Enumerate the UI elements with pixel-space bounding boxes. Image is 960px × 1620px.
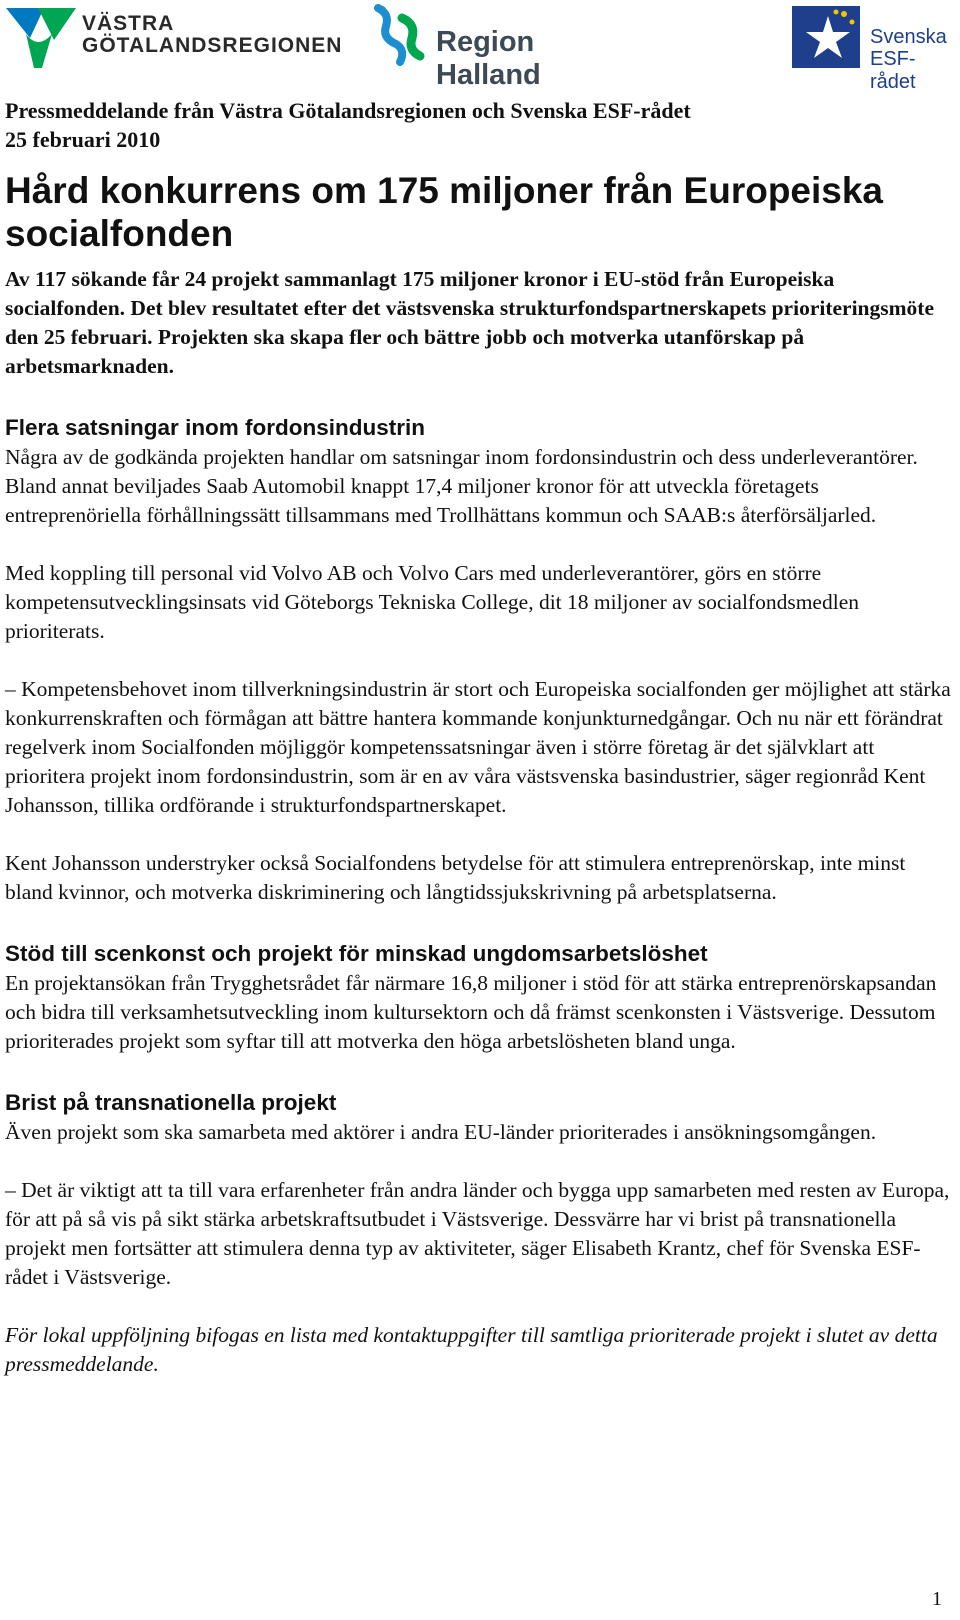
page-number: 1 (932, 1588, 942, 1610)
section-heading: Stöd till scenkonst och projekt för minskad ungdomsarbetslöshet (5, 941, 708, 966)
esf-star-icon (792, 4, 862, 70)
press-date: 25 februari 2010 (5, 127, 161, 152)
lead-paragraph: Av 117 sökande får 24 projekt sammanlagt 175 miljoner kronor i EU-stöd från Europeiska socialfonden. Det blev resultatet efter det västsvenska strukturfondspartnerskapets prioriteringsmöte den 25 februari. Projekten ska skapa fler och bättre jobb och motverka utanförskap på arbetsmarknaden. (5, 267, 934, 378)
footer-note: För lokal uppföljning bifogas en lista med kontaktuppgifter till samtliga prioriterade projekt i slutet av detta pressmeddelande. (5, 1323, 938, 1376)
section-heading: Flera satsningar inom fordonsindustrin (5, 415, 426, 440)
press-release-body (5, 96, 957, 1379)
esf-logo-line2: ESF-rådet (870, 48, 916, 93)
vgr-emblem-icon (4, 4, 78, 70)
body-paragraph: Med koppling till personal vid Volvo AB och Volvo Cars med underleverantörer, görs en större kompetensutvecklingsinsats vid Göteborgs Tekniska College, dit 18 miljoner av socialfondsmedlen prioriterats. (5, 561, 859, 643)
region-halland-logo (372, 4, 642, 91)
quote-paragraph: – Kompetensbehovet inom tillverkningsindustrin är stort och Europeiska socialfonden ger möjlighet att stärka konkurrenskraften och förmågan att bättre hantera kommande konjunkturnedgångar. Och nu när ett förändrat regelverk inom Socialfonden möjliggör kompetenssatsningar även i större företag är det självklart att prioritera projekt inom fordonsindustrin, som är en av våra västsvenska basindustrier, säger regionråd Kent Johansson, tillika ordförande i strukturfondspartnerskapet. (5, 677, 951, 817)
esf-logo (792, 4, 960, 93)
body-paragraph: Kent Johansson understryker också Socialfondens betydelse för att stimulera entreprenörskap, inte minst bland kvinnor, och motverka diskriminering och långtidssjukskrivning på arbetsplatserna. (5, 851, 906, 904)
section-scenkonst (5, 939, 957, 1056)
esf-logo-line1: Svenska (870, 26, 947, 48)
halland-map-icon (372, 4, 434, 66)
vgr-logo-line2: GÖTALANDSREGIONEN (82, 34, 343, 57)
quote-paragraph: – Det är viktigt att ta till vara erfarenheter från andra länder och bygga upp samarbeten med resten av Europa, för att på så vis på sikt stärka arbetskraftsutbudet i Västsverige. Dessvärre har vi brist på transnationella projekt men fortsätter att stimulera denna typ av aktiviteter, säger Elisabeth Krantz, chef för Svenska ESF-rådet i Västsverige. (5, 1178, 950, 1289)
body-paragraph: Några av de godkända projekten handlar om satsningar inom fordonsindustrin och dess underleverantörer. Bland annat beviljades Saab Automobil knappt 17,4 miljoner kronor för att utveckla företagets entreprenöriella förhållningssätt tillsammans med Trollhättans kommun och SAAB:s återförsäljarled. (5, 445, 918, 527)
section-heading: Brist på transnationella projekt (5, 1090, 337, 1115)
vgr-logo-line1: VÄSTRA (82, 12, 175, 35)
section-fordonsindustrin (5, 413, 957, 907)
vgr-logo (4, 4, 343, 70)
region-halland-text: Region Halland (436, 26, 541, 91)
logo-bar (0, 0, 960, 93)
section-transnationella (5, 1088, 957, 1292)
press-header-line1: Pressmeddelande från Västra Götalandsregionen och Svenska ESF-rådet (5, 98, 691, 123)
body-paragraph: En projektansökan från Trygghetsrådet får närmare 16,8 miljoner i stöd för att stärka entreprenörskapsandan och bidra till verksamhetsutveckling inom kultursektorn och då främst scenkonsten i Västsverige. Dessutom prioriterades projekt som syftar till att motverka den höga arbetslösheten bland unga. (5, 971, 937, 1053)
body-paragraph: Även projekt som ska samarbeta med aktörer i andra EU-länder prioriterades i ansökningsomgången. (5, 1120, 877, 1144)
page-title: Hård konkurrens om 175 miljoner från Europeiska socialfonden (5, 170, 884, 254)
